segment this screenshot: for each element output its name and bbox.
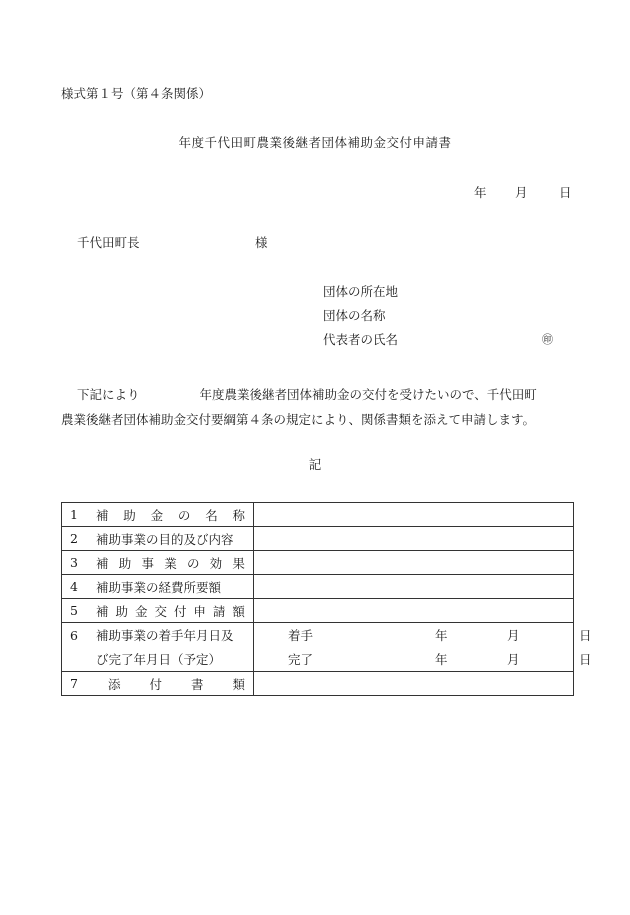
- purpose-field[interactable]: [254, 527, 574, 551]
- row-label-effect: 補 助 事 業 の 効 果: [96, 555, 245, 571]
- row-label-subsidy-name: 補 助 金 の 名 称: [96, 507, 245, 523]
- date-year-label: 年: [474, 185, 487, 200]
- start-year: 年: [435, 628, 448, 643]
- subsidy-name-field[interactable]: [254, 503, 574, 527]
- end-label: 完了: [288, 652, 314, 667]
- application-statement: [61, 382, 573, 432]
- table-row: [62, 551, 574, 575]
- row-label-purpose: 補助事業の目的及び内容: [96, 531, 234, 547]
- form-number: 様式第１号（第４条関係）: [61, 86, 212, 101]
- statement-line1-rest: 年度農業後継者団体補助金の交付を受けたいので、千代田町: [199, 387, 537, 402]
- end-day: 日: [579, 652, 592, 667]
- table-row: [62, 527, 574, 551]
- row-number: 6: [70, 627, 78, 643]
- start-label: 着手: [288, 628, 314, 643]
- start-day: 日: [579, 628, 592, 643]
- date-day-label: 日: [559, 185, 572, 200]
- seal-icon: ㊞: [542, 333, 553, 346]
- row-number: 7: [70, 676, 78, 691]
- row-label-request-amount: 補 助 金 交 付 申 請 額: [96, 603, 245, 619]
- row-number: 2: [70, 531, 78, 546]
- document-title: 年度千代田町農業後継者団体補助金交付申請書: [178, 135, 452, 150]
- date-month-label: 月: [515, 185, 528, 200]
- table-row: [62, 575, 574, 599]
- end-date-row[interactable]: [254, 647, 592, 671]
- end-year: 年: [435, 652, 448, 667]
- addressee-honorific: 様: [255, 235, 268, 250]
- statement-line-1: [61, 382, 573, 407]
- row-number: 5: [70, 603, 78, 618]
- table-row: [62, 599, 574, 623]
- start-month: 月: [507, 628, 520, 643]
- row-number: 4: [70, 579, 78, 594]
- statement-line-2: 農業後継者団体補助金交付要綱第４条の規定により、関係書類を添えて申請します。: [61, 412, 536, 427]
- row-label-attachments: 添 付 書 類: [108, 676, 245, 692]
- end-month: 月: [507, 652, 520, 667]
- request-amount-field[interactable]: [254, 599, 574, 623]
- table-row: [62, 623, 574, 672]
- details-table: [61, 502, 592, 696]
- representative-name-label: 代表者の氏名: [323, 332, 399, 347]
- addressee-name: 千代田町長: [77, 235, 140, 250]
- table-row: [62, 672, 574, 696]
- table-row: [62, 503, 574, 527]
- statement-prefix: 下記により: [77, 387, 140, 402]
- ki-heading: 記: [308, 457, 322, 472]
- applicant-address-label: 団体の所在地: [323, 284, 399, 299]
- attachments-field[interactable]: [254, 672, 574, 696]
- applicant-name-label: 団体の名称: [323, 308, 386, 323]
- row-number: 1: [70, 507, 78, 522]
- row-number: 3: [70, 555, 78, 570]
- effect-field[interactable]: [254, 551, 574, 575]
- row-label-cost: 補助事業の経費所要額: [96, 579, 222, 595]
- row-label-schedule-line2: び完了年月日（予定）: [96, 652, 222, 667]
- row-label-schedule-line1: 補助事業の着手年月日及: [96, 628, 234, 643]
- start-date-row[interactable]: [254, 623, 592, 647]
- cost-field[interactable]: [254, 575, 574, 599]
